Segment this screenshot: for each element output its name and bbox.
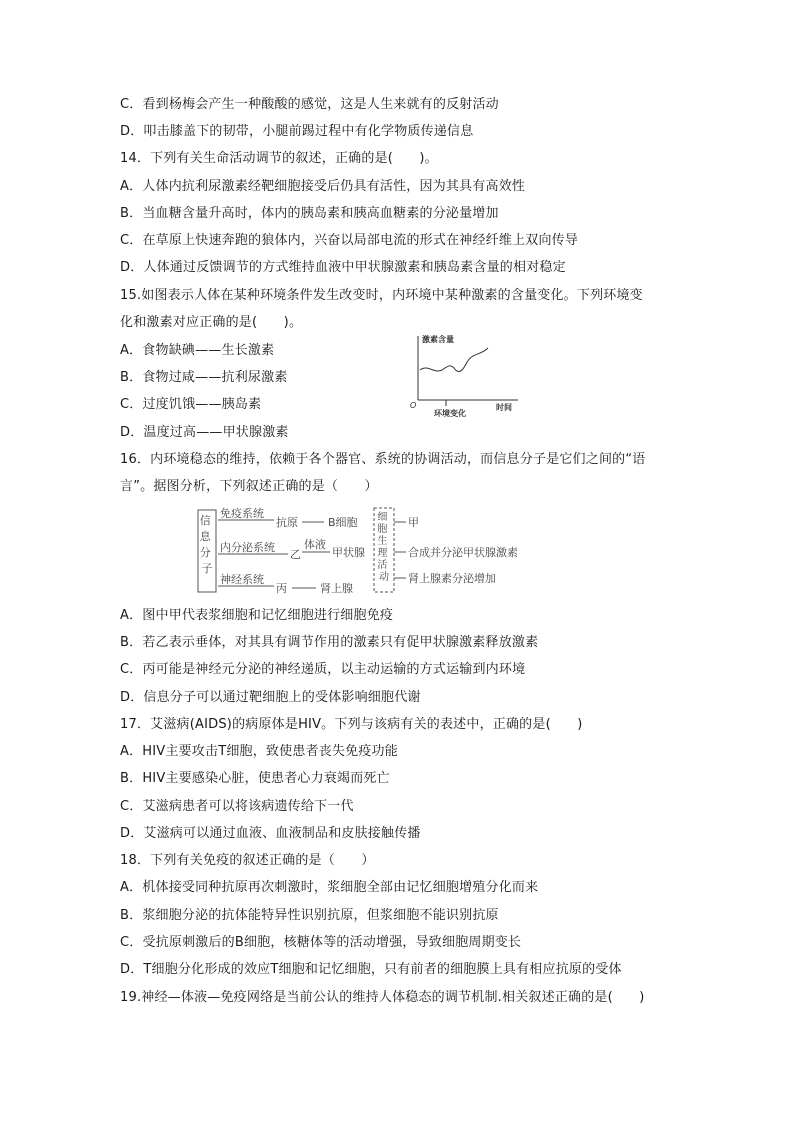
out2-label: 合成并分泌甲状腺激素 [408, 546, 518, 559]
out1-label: 甲 [408, 516, 419, 529]
option-15c: C．过度饥饿——胰岛素 [120, 397, 262, 412]
option-16a: A．图中甲代表浆细胞和记忆细胞进行细胞免疫 [120, 608, 394, 623]
option-15b: B．食物过咸——抗利尿激素 [120, 370, 288, 385]
question-16-cont: 言”。据图分析，下列叙述正确的是（ ） [120, 479, 378, 494]
option-13d: D．叩击膝盖下的韧带，小腿前踢过程中有化学物质传递信息 [120, 124, 474, 139]
row3-system: 神经系统 [220, 573, 264, 586]
row2-target: 甲状腺 [332, 546, 365, 559]
question-17: 17．艾滋病(AIDS)的病原体是HIV。下列与该病有关的表述中，正确的是( ) [120, 717, 583, 732]
cell-char-6: 动 [379, 572, 389, 583]
row2-medium: 体液 [304, 538, 326, 551]
option-18a: A．机体接受同种抗原再次刺激时，浆细胞全部由记忆细胞增殖分化而来 [120, 880, 539, 895]
option-14d: D．人体通过反馈调节的方式维持血液中甲状腺激素和胰岛素含量的相对稳定 [120, 260, 566, 275]
row2-system: 内分泌系统 [220, 541, 275, 554]
question-14: 14．下列有关生命活动调节的叙述，正确的是( )。 [120, 151, 438, 166]
x-axis-label: 时间 [496, 403, 512, 412]
option-15d: D．温度过高——甲状腺激素 [120, 425, 289, 440]
question-18: 18．下列有关免疫的叙述正确的是（ ） [120, 853, 375, 868]
question-15-cont: 化和激素对应正确的是( )。 [120, 315, 303, 330]
row1-target: B细胞 [328, 516, 358, 529]
row3-target: 肾上腺 [320, 582, 353, 595]
option-16c: C．丙可能是神经元分泌的神经递质，以主动运输的方式运输到内环境 [120, 662, 526, 677]
cell-char-3: 生 [377, 536, 388, 547]
info-char-1: 信 [199, 514, 211, 527]
annotation-label: 环境变化 [434, 409, 466, 418]
row3-mid: 丙 [276, 582, 287, 595]
info-char-4: 子 [201, 562, 213, 575]
info-char-2: 息 [199, 530, 211, 543]
option-14a: A．人体内抗利尿激素经靶细胞接受后仍具有活性，因为其具有高效性 [120, 179, 526, 194]
option-18c: C．受抗原刺激后的B细胞，核糖体等的活动增强，导致细胞周期变长 [120, 935, 522, 950]
row1-mid: 抗原 [276, 516, 298, 529]
option-13c: C．看到杨梅会产生一种酸酸的感觉，这是人生来就有的反射活动 [120, 97, 499, 112]
info-char-3: 分 [199, 546, 211, 559]
cell-char-2: 胞 [377, 524, 388, 535]
option-16d: D．信息分子可以通过靶细胞上的受体影响细胞代谢 [120, 690, 421, 705]
row2-mid: 乙 [290, 548, 301, 561]
row1-system: 免疫系统 [220, 507, 264, 520]
option-17a: A．HIV主要攻击T细胞，致使患者丧失免疫功能 [120, 744, 398, 759]
option-14c: C．在草原上快速奔跑的狼体内，兴奋以局部电流的形式在神经纤维上双向传导 [120, 233, 579, 248]
option-14b: B．当血糖含量升高时，体内的胰岛素和胰高血糖素的分泌量增加 [120, 206, 499, 221]
y-axis-label: 激素含量 [422, 335, 454, 344]
hormone-curve [420, 348, 488, 371]
option-15a: A．食物缺碘——生长激素 [120, 343, 275, 358]
question-19: 19.神经—体液—免疫网络是当前公认的维持人体稳态的调节机制.相关叙述正确的是( ) [120, 990, 645, 1005]
cell-char-5: 活 [377, 560, 388, 571]
out3-label: 肾上腺素分泌增加 [408, 572, 496, 585]
option-18d: D．T细胞分化形成的效应T细胞和记忆细胞，只有前者的细胞膜上具有相应抗原的受体 [120, 962, 622, 977]
question-15: 15.如图表示人体在某种环境条件发生改变时，内环境中某种激素的含量变化。下列环境变 [120, 288, 643, 303]
cell-char-4: 理 [377, 548, 388, 559]
option-16b: B．若乙表示垂体，对其具有调节作用的激素只有促甲状腺激素释放激素 [120, 635, 539, 650]
cell-char-1: 细 [377, 512, 388, 523]
info-molecule-label [200, 513, 215, 575]
option-17d: D．艾滋病可以通过血液、血液制品和皮肤接触传播 [120, 826, 421, 841]
question-16: 16．内环境稳态的维持，依赖于各个器官、系统的协调活动，而信息分子是它们之间的“语 [120, 452, 646, 467]
signal-network-figure [196, 504, 580, 596]
cell-activity-label [377, 511, 390, 583]
option-18b: B．浆细胞分泌的抗体能特异性识别抗原，但浆细胞不能识别抗原 [120, 908, 499, 923]
option-17c: C．艾滋病患者可以将该病遗传给下一代 [120, 799, 354, 814]
option-17b: B．HIV主要感染心脏，使患者心力衰竭而死亡 [120, 771, 390, 786]
origin-label: O [410, 401, 417, 410]
hormone-curve-figure [400, 330, 530, 420]
